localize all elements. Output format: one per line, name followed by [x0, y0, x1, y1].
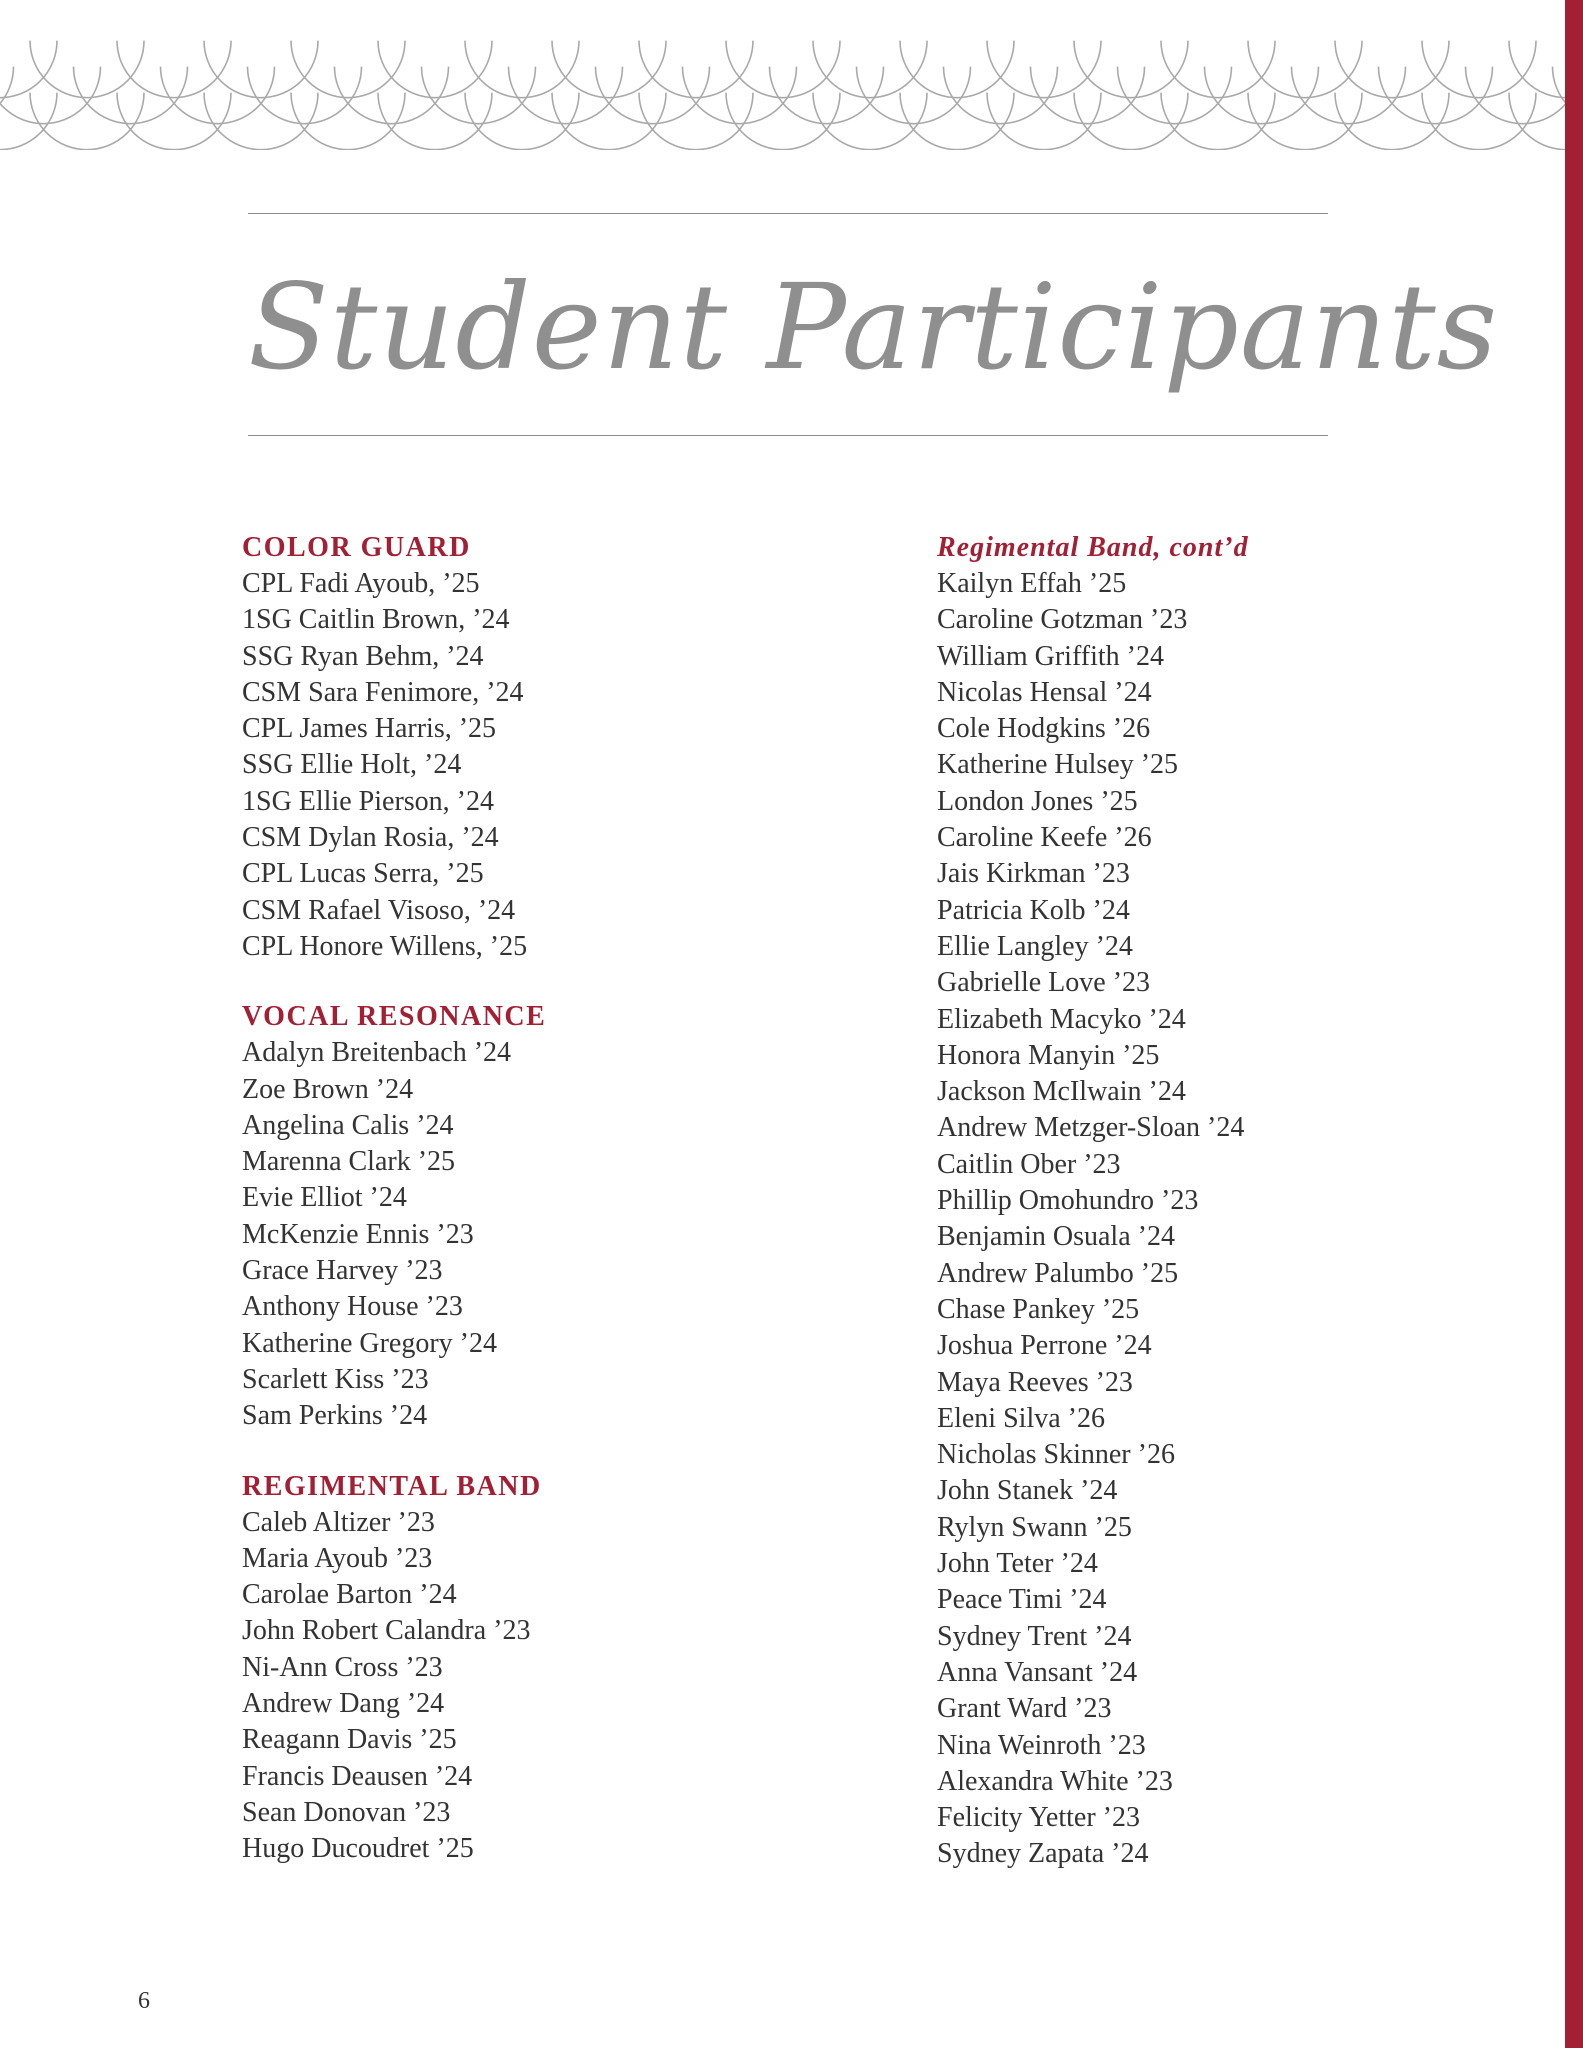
name-list — [242, 1035, 842, 1434]
participant-name: Grant Ward ’23 — [937, 1693, 1112, 1725]
participant-name: Sam Perkins ’24 — [242, 1400, 428, 1432]
participant-name: Patricia Kolb ’24 — [937, 894, 1130, 926]
title-rule-bottom — [248, 435, 1328, 436]
participant-name: Gabrielle Love ’23 — [937, 967, 1151, 999]
scallop-arc — [1248, 41, 1362, 98]
scallop-arc — [1335, 93, 1449, 150]
scallop-arc — [509, 67, 623, 124]
participant-name: CPL Honore Willens, ’25 — [242, 930, 528, 962]
name-list — [242, 1505, 842, 1868]
participant-name: CPL Fadi Ayoub, ’25 — [242, 568, 480, 599]
participant-name: John Teter ’24 — [937, 1548, 1098, 1580]
participant-name: Angelina Calis ’24 — [242, 1109, 454, 1141]
participant-name: Kailyn Effah ’25 — [937, 568, 1127, 599]
scallop-arc — [1379, 67, 1493, 124]
scallop-arc — [378, 93, 492, 150]
scallop-arc — [552, 41, 666, 98]
participant-name: Evie Elliot ’24 — [242, 1182, 407, 1214]
scallop-arc — [465, 41, 579, 98]
participant-name: Carolae Barton ’24 — [242, 1579, 457, 1611]
section-heading: Regimental Band, cont’d — [937, 532, 1249, 563]
page-number: 6 — [138, 1988, 150, 2014]
section-vocal-resonance — [242, 999, 842, 1434]
participant-name: Peace Timi ’24 — [937, 1584, 1107, 1616]
scallop-arc — [204, 41, 318, 98]
participant-name: Nicholas Skinner ’26 — [937, 1439, 1175, 1471]
participant-name: Nicolas Hensal ’24 — [937, 676, 1152, 708]
participant-name: Elizabeth Macyko ’24 — [937, 1003, 1186, 1035]
scallop-arc — [30, 93, 144, 150]
name-list — [937, 566, 1537, 1873]
scallop-arc — [639, 93, 753, 150]
participant-name: John Stanek ’24 — [937, 1475, 1118, 1507]
participant-name: Caroline Gotzman ’23 — [937, 604, 1188, 636]
participant-name: Joshua Perrone ’24 — [937, 1330, 1152, 1362]
participant-name: Sydney Trent ’24 — [937, 1620, 1132, 1652]
participant-name: John Robert Calandra ’23 — [242, 1615, 531, 1647]
scallop-arc — [1118, 67, 1232, 124]
scallop-arc — [596, 67, 710, 124]
scallop-arc — [857, 67, 971, 124]
scallop-arc — [726, 41, 840, 98]
participant-name: William Griffith ’24 — [937, 640, 1164, 672]
participant-name: Caleb Altizer ’23 — [242, 1506, 435, 1538]
participant-name: CPL Lucas Serra, ’25 — [242, 858, 484, 890]
participant-name: Honora Manyin ’25 — [937, 1039, 1160, 1071]
participant-name: Cole Hodgkins ’26 — [937, 713, 1151, 745]
section-regimental-band — [242, 1469, 842, 1868]
participant-name: Benjamin Osuala ’24 — [937, 1221, 1175, 1253]
scallop-arc — [248, 67, 362, 124]
participant-name: Hugo Ducoudret ’25 — [242, 1833, 474, 1865]
participant-name: Jais Kirkman ’23 — [937, 858, 1130, 890]
scallop-arc — [204, 93, 318, 150]
scallop-arc — [117, 41, 231, 98]
participant-name: Andrew Palumbo ’25 — [937, 1257, 1179, 1289]
participant-name: CPL James Harris, ’25 — [242, 713, 497, 745]
participant-name: 1SG Caitlin Brown, ’24 — [242, 604, 510, 636]
participant-name: Francis Deausen ’24 — [242, 1760, 473, 1792]
participant-name: Zoe Brown ’24 — [242, 1073, 414, 1105]
scallop-arc — [335, 67, 449, 124]
participant-name: McKenzie Ennis ’23 — [242, 1218, 474, 1250]
participant-name: Ellie Langley ’24 — [937, 930, 1133, 962]
scallop-arc — [1422, 41, 1536, 98]
title-rule-top — [248, 213, 1328, 214]
page-title: Student Participants — [248, 258, 1499, 396]
participant-name: Felicity Yetter ’23 — [937, 1802, 1140, 1834]
participant-name: CSM Dylan Rosia, ’24 — [242, 822, 499, 854]
scallop-arc — [378, 41, 492, 98]
participant-name: Anna Vansant ’24 — [937, 1656, 1138, 1688]
scallop-arc — [1161, 93, 1275, 150]
scallop-arc — [1074, 41, 1188, 98]
participant-name: Caroline Keefe ’26 — [937, 822, 1152, 854]
participant-name: Phillip Omohundro ’23 — [937, 1185, 1199, 1217]
scallop-arc — [552, 93, 666, 150]
scallop-arc — [1422, 93, 1536, 150]
scallop-arc — [987, 93, 1101, 150]
participant-name: SSG Ellie Holt, ’24 — [242, 749, 462, 781]
scallop-arc — [291, 93, 405, 150]
participant-name: Andrew Metzger-Sloan ’24 — [937, 1112, 1245, 1144]
scallop-arc — [1292, 67, 1406, 124]
scallop-arc — [900, 41, 1014, 98]
scallop-arc — [291, 41, 405, 98]
scallop-arc — [30, 41, 144, 98]
scallop-arc — [161, 67, 275, 124]
scallop-arc — [944, 67, 1058, 124]
scallop-arc — [74, 67, 188, 124]
scallop-arc — [813, 93, 927, 150]
scallop-arc — [1466, 67, 1580, 124]
participant-name: Scarlett Kiss ’23 — [242, 1363, 429, 1395]
section-color-guard — [242, 530, 842, 965]
participant-name: Reagann Davis ’25 — [242, 1724, 457, 1756]
scallop-arc — [1335, 41, 1449, 98]
scallop-arc — [422, 67, 536, 124]
scallop-arc — [813, 41, 927, 98]
participant-name: Marenna Clark ’25 — [242, 1146, 456, 1178]
scallop-arc — [465, 93, 579, 150]
participant-name: Adalyn Breitenbach ’24 — [242, 1037, 512, 1069]
participant-name: Andrew Dang ’24 — [242, 1688, 445, 1720]
red-edge-bar — [1565, 0, 1583, 2048]
participant-name: Katherine Hulsey ’25 — [937, 749, 1179, 781]
participant-name: London Jones ’25 — [937, 785, 1138, 817]
scallop-arc — [726, 93, 840, 150]
participant-name: 1SG Ellie Pierson, ’24 — [242, 785, 494, 817]
participant-name: Anthony House ’23 — [242, 1291, 463, 1323]
participant-name: CSM Rafael Visoso, ’24 — [242, 894, 516, 926]
participant-name: Ni-Ann Cross ’23 — [242, 1651, 443, 1683]
participant-name: Maya Reeves ’23 — [937, 1366, 1133, 1398]
participant-name: Eleni Silva ’26 — [937, 1402, 1105, 1434]
scallop-arc — [1248, 93, 1362, 150]
participant-name: CSM Sara Fenimore, ’24 — [242, 676, 524, 708]
participant-name: Maria Ayoub ’23 — [242, 1542, 433, 1574]
participant-name: Nina Weinroth ’23 — [937, 1729, 1146, 1761]
section-heading: COLOR GUARD — [242, 532, 471, 563]
participant-name: Katherine Gregory ’24 — [242, 1327, 498, 1359]
scallop-arc — [770, 67, 884, 124]
scallop-arc — [683, 67, 797, 124]
scallop-arc — [1205, 67, 1319, 124]
participant-name: Jackson McIlwain ’24 — [937, 1076, 1186, 1108]
participant-name: Rylyn Swann ’25 — [937, 1511, 1132, 1543]
participant-name: Chase Pankey ’25 — [937, 1293, 1140, 1325]
section-heading: REGIMENTAL BAND — [242, 1470, 542, 1502]
section-regimental-band-continued — [937, 530, 1537, 1873]
scallop-arc — [1161, 41, 1275, 98]
participant-name: Sean Donovan ’23 — [242, 1796, 451, 1828]
right-column — [937, 530, 1537, 1907]
scallop-arc — [0, 67, 14, 124]
participant-name: Sydney Zapata ’24 — [937, 1838, 1149, 1870]
participant-name: Caitlin Ober ’23 — [937, 1148, 1121, 1180]
scallop-arc — [1074, 93, 1188, 150]
left-column — [242, 530, 842, 1902]
scallop-arc — [117, 93, 231, 150]
scallop-arc — [1031, 67, 1145, 124]
name-list — [242, 566, 842, 965]
section-heading: VOCAL RESONANCE — [242, 1001, 547, 1033]
scallop-border-decoration — [0, 0, 1583, 150]
participant-name: Alexandra White ’23 — [937, 1765, 1173, 1797]
scallop-arc — [900, 93, 1014, 150]
participant-name: SSG Ryan Behm, ’24 — [242, 640, 484, 672]
participant-name: Grace Harvey ’23 — [242, 1255, 443, 1287]
scallop-arc — [639, 41, 753, 98]
scallop-arc — [987, 41, 1101, 98]
